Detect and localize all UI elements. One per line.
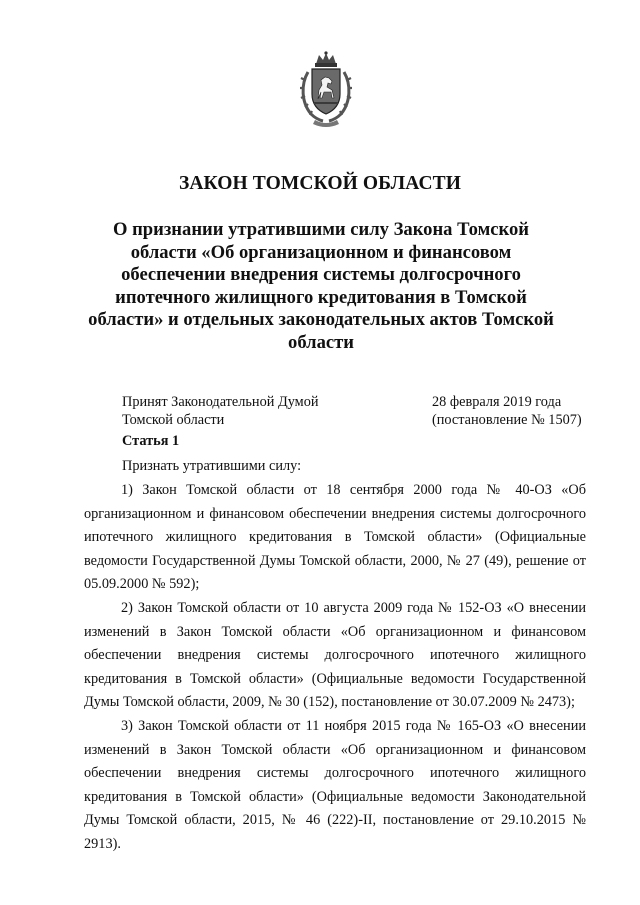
tomsk-coat-of-arms-icon [297,50,355,128]
list-item: 3) Закон Томской области от 11 ноября 2015 года № 165-ОЗ «О внесении изменений в Закон Томской области «Об организационном и финансовом обеспечении внедрения системы долгосрочного ипотечного жилищного кредитования в Томской области» (Официальные ведомости Законодательной Думы Томской области, 2015, № 46 (222)-II, постановление от 29.10.2015 № 2913). [84,717,586,852]
resolution-number: (постановление № 1507) [432,411,582,428]
law-title-line: О признании утратившими силу Закона Томской [112,219,530,240]
law-heading: ЗАКОН ТОМСКОЙ ОБЛАСТИ [178,173,462,194]
repealed-acts-list [84,479,586,857]
adopted-by-line: Принят Законодательной Думой [122,394,319,410]
law-title-line: области» и отдельных законодательных актов Томской [88,309,554,331]
article-label: Статья 1 [122,433,180,449]
adopted-by-line: Томской области [122,411,225,428]
law-title [78,219,564,355]
law-title-line: области [288,331,354,353]
list-item: 2) Закон Томской области от 10 августа 2009 года № 152-ОЗ «О внесении изменений в Закон Томской области «Об организационном и финансовом обеспечении внедрения системы долгосрочного ипотечного жилищного кредитования в Томской области» (Официальные ведомости Государственной Думы Томской области, 2009, № 30 (152), постановление от 30.07.2009 № 2473); [84,599,586,711]
law-title-line: ипотечного жилищного кредитования в Томской [115,286,527,308]
adoption-date-line: 28 февраля 2019 года [432,394,562,410]
article-intro: Признать утратившими силу: [122,458,302,474]
law-title-line: области «Об организационном и финансовом [130,241,512,263]
adoption-date [432,394,582,429]
adopted-by [122,394,319,429]
list-item: 1) Закон Томской области от 18 сентября 2000 года № 40-ОЗ «Об организационном и финансовом обеспечении внедрения системы долгосрочного ипотечного жилищного кредитования в Томской области» (Официальные ведомости Государственной Думы Томской области, 2000, № 27 (49), решение от 05.09.2000 № 592); [84,482,586,593]
law-title-line: обеспечении внедрения системы долгосрочного [121,264,521,286]
